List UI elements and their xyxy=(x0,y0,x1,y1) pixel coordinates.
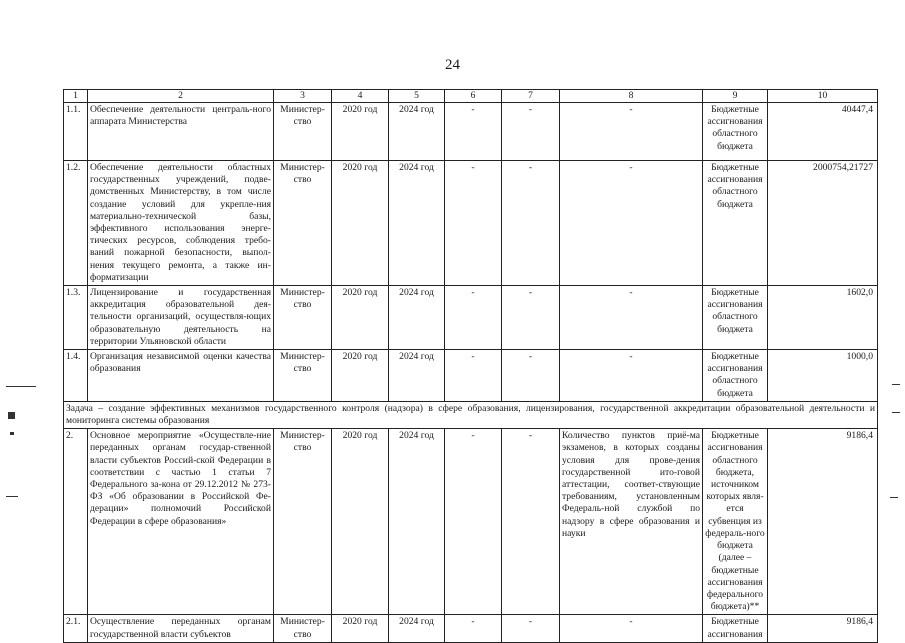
funding-amount: 40447,4 xyxy=(768,103,878,161)
column-7-value: - xyxy=(502,350,560,402)
column-6-value: - xyxy=(445,103,502,161)
activity-description: Лицензирование и государственная аккредитация образовательной дея-тельности организаций, осуществля-ющих образовательную деятельность на территории Ульяновской области xyxy=(88,286,274,350)
scan-artifact xyxy=(10,432,14,435)
funding-source: Бюджетные ассигнования xyxy=(703,615,768,643)
column-7-value: - xyxy=(502,615,560,643)
column-header: 7 xyxy=(502,90,560,103)
funding-amount: 9186,4 xyxy=(768,615,878,643)
column-header: 6 xyxy=(445,90,502,103)
column-7-value: - xyxy=(502,429,560,615)
end-year: 2024 год xyxy=(389,161,445,286)
activity-description: Основное мероприятие «Осуществле-ние переданных органам государ-ственной власти субъектов Россий-ской Федерации в соответствии с частью 1 статьи 7 Федерального за-кона от 29.12.2012 № 273-ФЗ «Об образовании в Российской Фе-дерации» полномочий Российской Федерации в сфере образования» xyxy=(88,429,274,615)
funding-source: Бюджетные ассигнования областного бюджета xyxy=(703,103,768,161)
indicator: - xyxy=(560,286,703,350)
row-number: 1.2. xyxy=(64,161,88,286)
column-6-value: - xyxy=(445,286,502,350)
column-7-value: - xyxy=(502,161,560,286)
indicator: - xyxy=(560,161,703,286)
executor: Министер-ство xyxy=(274,615,332,643)
row-number: 2.1. xyxy=(64,615,88,643)
indicator: Количество пунктов приё-ма экзаменов, в которых созданы условия для прове-дения государственной ито-говой аттестации, соответ-ствующие требованиям, установленным Федераль-ной службой по надзору в сфере образования и науки xyxy=(560,429,703,615)
end-year: 2024 год xyxy=(389,103,445,161)
start-year: 2020 год xyxy=(332,286,389,350)
executor: Министер-ство xyxy=(274,286,332,350)
column-header: 1 xyxy=(64,90,88,103)
executor: Министер-ство xyxy=(274,429,332,615)
funding-source: Бюджетные ассигнования областного бюджета, источником которых явля-ется субвенция из федераль-ного бюджета (далее – бюджетные ассигнования федерального бюджета)** xyxy=(703,429,768,615)
scan-artifact xyxy=(6,496,18,497)
executor: Министер-ство xyxy=(274,161,332,286)
row-number: 1.1. xyxy=(64,103,88,161)
end-year: 2024 год xyxy=(389,429,445,615)
row-number: 1.4. xyxy=(64,350,88,402)
column-header: 5 xyxy=(389,90,445,103)
scan-artifact xyxy=(8,412,15,419)
executor: Министер-ство xyxy=(274,350,332,402)
funding-amount: 1602,0 xyxy=(768,286,878,350)
start-year: 2020 год xyxy=(332,429,389,615)
column-6-value: - xyxy=(445,350,502,402)
activity-description: Осуществление переданных органам государственной власти субъектов xyxy=(88,615,274,643)
indicator: - xyxy=(560,615,703,643)
scan-artifact xyxy=(892,384,900,385)
column-header: 3 xyxy=(274,90,332,103)
column-6-value: - xyxy=(445,429,502,615)
funding-source: Бюджетные ассигнования областного бюджета xyxy=(703,286,768,350)
funding-amount: 2000754,21727 xyxy=(768,161,878,286)
scan-artifact xyxy=(892,412,900,413)
table-row xyxy=(64,429,878,615)
funding-source: Бюджетные ассигнования областного бюджета xyxy=(703,350,768,402)
column-header: 9 xyxy=(703,90,768,103)
funding-amount: 1000,0 xyxy=(768,350,878,402)
column-header: 8 xyxy=(560,90,703,103)
end-year: 2024 год xyxy=(389,350,445,402)
task-description: Задача – создание эффективных механизмов государственного контроля (надзора) в сфере образования, лицензирования, государственной аккредитации образовательной деятельности и мониторинга системы образования xyxy=(64,401,878,428)
row-number: 2. xyxy=(64,429,88,615)
indicator: - xyxy=(560,103,703,161)
funding-amount: 9186,4 xyxy=(768,429,878,615)
start-year: 2020 год xyxy=(332,350,389,402)
indicator: - xyxy=(560,350,703,402)
scan-artifact xyxy=(6,386,36,387)
column-number-header-row xyxy=(64,90,878,103)
column-7-value: - xyxy=(502,286,560,350)
table-row xyxy=(64,103,878,161)
activity-description: Обеспечение деятельности централь-ного аппарата Министерства xyxy=(88,103,274,161)
table-row xyxy=(64,350,878,402)
column-6-value: - xyxy=(445,161,502,286)
column-header: 4 xyxy=(332,90,389,103)
page-number: 24 xyxy=(445,57,460,73)
end-year: 2024 год xyxy=(389,286,445,350)
start-year: 2020 год xyxy=(332,103,389,161)
table-row xyxy=(64,161,878,286)
column-6-value: - xyxy=(445,615,502,643)
start-year: 2020 год xyxy=(332,615,389,643)
column-7-value: - xyxy=(502,103,560,161)
end-year: 2024 год xyxy=(389,615,445,643)
scan-artifact xyxy=(890,497,898,498)
program-activities-table xyxy=(63,89,878,643)
funding-source: Бюджетные ассигнования областного бюджета xyxy=(703,161,768,286)
table-row xyxy=(64,615,878,643)
task-row xyxy=(64,401,878,428)
column-header: 2 xyxy=(88,90,274,103)
activity-description: Организация независимой оценки качества образования xyxy=(88,350,274,402)
start-year: 2020 год xyxy=(332,161,389,286)
table-row xyxy=(64,286,878,350)
executor: Министер-ство xyxy=(274,103,332,161)
column-header: 10 xyxy=(768,90,878,103)
row-number: 1.3. xyxy=(64,286,88,350)
activity-description: Обеспечение деятельности областных государственных учреждений, подве-домственных Министерству, в том числе создание условий для укрепле-ния материально-технической базы, эффективного использования энерге-тических ресурсов, соблюдения требо-ваний пожарной безопасности, выпол-нения текущего ремонта, а также ин-форматизации xyxy=(88,161,274,286)
